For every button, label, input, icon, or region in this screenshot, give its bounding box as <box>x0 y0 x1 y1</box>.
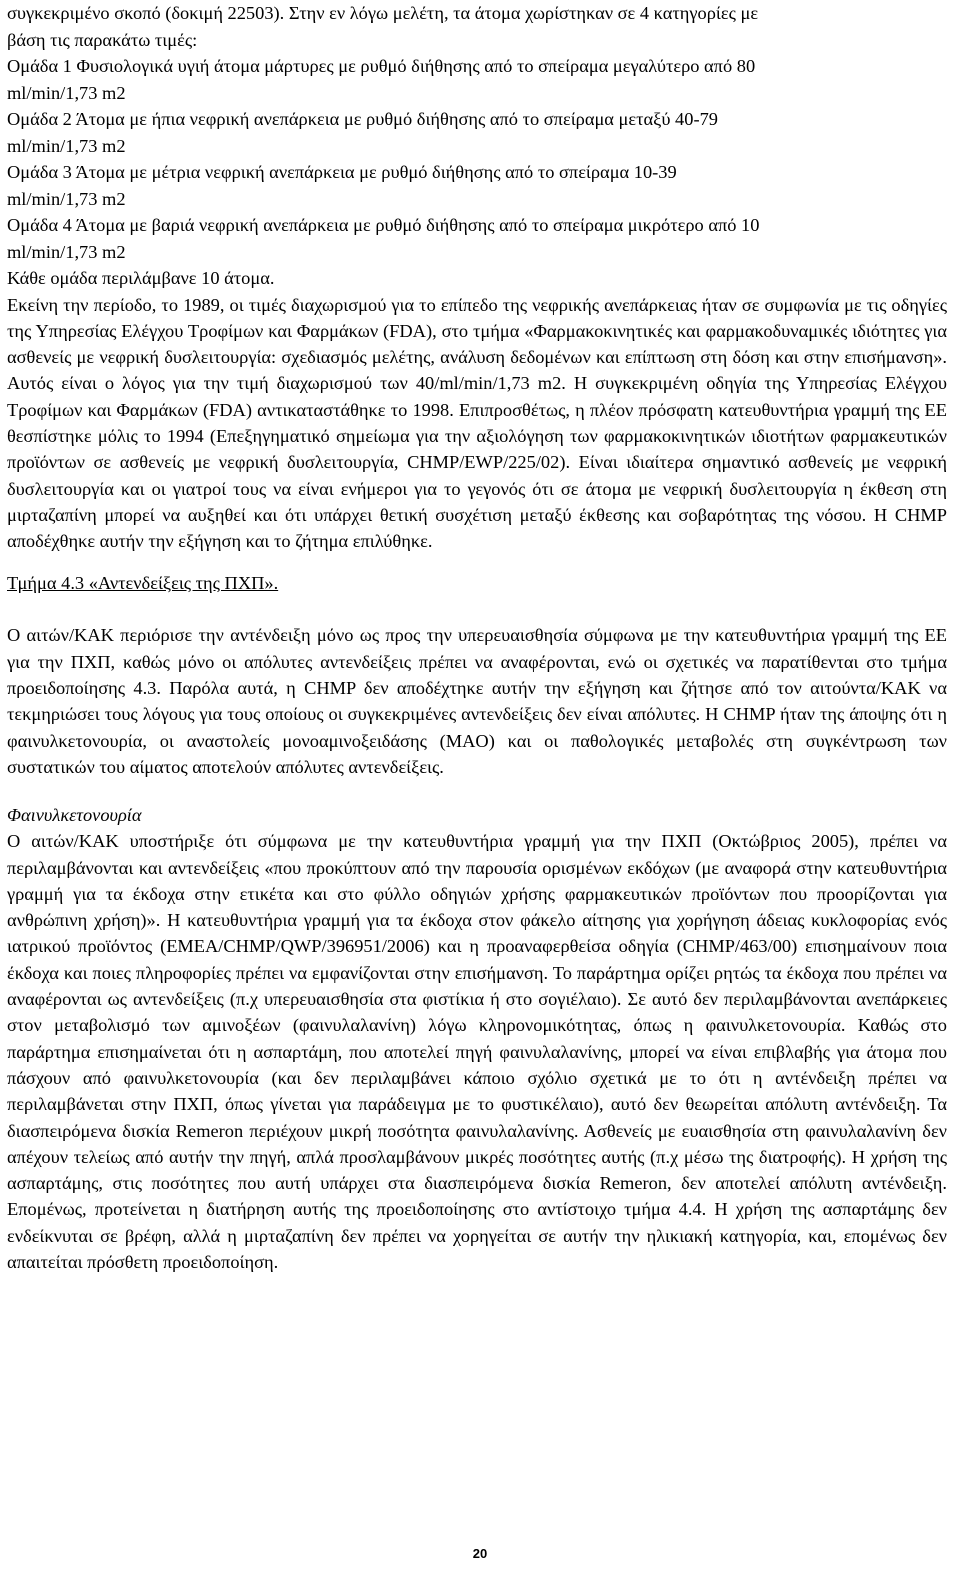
group-size-line: Κάθε ομάδα περιλάμβανε 10 άτομα. <box>7 268 275 288</box>
section-heading: Τμήμα 4.3 «Αντενδείξεις της ΠΧΠ». <box>7 573 279 594</box>
phenylketonuria-paragraph: Ο αιτών/ΚΑΚ υποστήριξε ότι σύμφωνα με την κατευθυντήρια γραμμή για την ΠΧΠ (Οκτώβριος 2005), πρέπει να περιλαμβάνονται και αντενδείξεις «που προκύπτουν από την παρουσία ορισμένων εκδόχων (με αναφορά στην κατευθυντήρια γραμμή για τα έκδοχα στην ετικέτα και στο φύλλο οδηγιών χρήσης φαρμακευτικών προϊόντων που προορίζονται για ανθρώπινη χρήση)». Η κατευθυντήρια γραμμή για τα έκδοχα στον φάκελο αίτησης για χορήγηση άδειας κυκλοφορίας ενός ιατρικού προϊόντος (EMEA/CHMP/QWP/396951/2006) και η προαναφερθείσα οδηγία (CHMP/463/00) επισημαίνουν ποια έκδοχα και ποιες πληροφορίες πρέπει να εμφανίζονται στην επισήμανση. Το παράρτημα ορίζει ρητώς τα έκδοχα που πρέπει να αναφέρονται ως αντενδείξεις (π.χ υπερευαισθησία στα φιστίκια ή στο σογιέλαιο). Σε αυτό δεν περιλαμβάνονται ανεπάρκειες στον μεταβολισμό των αμινοξέων (φαινυλαλανίνη) λόγω κληρονομικότητας, όπως η φαινυλκετονουρία. Καθώς στο παράρτημα επισημαίνεται ότι η ασπαρτάμη, που αποτελεί πηγή φαινυλαλανίνης, μπορεί να είναι επιβλαβής για άτομα που πάσχουν από φαινυλκετονουρία (και δεν περιλαμβάνει κάποιο σχόλιο σχετικά με το ότι η αντένδειξη πρέπει να περιλαμβάνεται στην ΠΧΠ, όπως γίνεται για παράδειγμα με το φυστικέλαιο), αυτό δεν θεωρείται απόλυτη αντένδειξη. Τα διασπειρόμενα δισκία Remeron περιέχουν μικρή ποσότητα φαινυλαλανίνης. Ασθενείς με ευαισθησία στη φαινυλαλανίνη δεν απέχουν τελείως από αυτήν την πηγή, απλά προσλαμβάνουν μικρές ποσότητες αυτής (π.χ μέσω της διατροφής). Η χρήση της ασπαρτάμης, στις ποσότητες που αυτή υπάρχει στα διασπειρόμενα δισκία Remeron, δεν αποτελεί απόλυτη αντένδειξη. Επομένως, προτείνεται η διατήρηση αυτής της προειδοποίησης στο αντίστοιχο τμήμα 4.4. Η χρήση της ασπαρτάμης δεν ενδείκνυται σε βρέφη, αλλά η μιρταζαπίνη δεν πρέπει να χορηγείται σε αυτήν την ηλικιακή κατηγορία, και, επομένως δεν απαιτείται πρόσθετη προειδοποίηση. <box>7 831 947 1272</box>
contraindications-paragraph: Ο αιτών/ΚΑΚ περιόρισε την αντένδειξη μόνο ως προς την υπερευαισθησία σύμφωνα με την κατευθυντήρια γραμμή της ΕΕ για την ΠΧΠ, καθώς μόνο οι απόλυτες αντενδείξεις πρέπει να αναφέρονται, ενώ οι σχετικές να παρατίθενται στο τμήμα προειδοποίησης 4.3. Παρόλα αυτά, η CHMP δεν αποδέχτηκε αυτήν την εξήγηση και ζήτησε από τον αιτούντα/ΚΑΚ να τεκμηριώσει τους λόγους για τους οποίους οι συγκεκριμένες αντενδείξεις δεν είναι απόλυτες. Η CHMP ήταν της άποψης ότι η φαινυλκετονουρία, οι αναστολείς μονοαμινοξειδάσης (MAO) και οι παθολογικές μεταβολές στη συγκέντρωση των συστατικών του αίματος αποτελούν απόλυτες αντενδείξεις. <box>7 625 947 777</box>
page-content <box>7 0 947 1275</box>
spacer <box>7 554 947 570</box>
group-2-line: Ομάδα 2 Άτομα με ήπια νεφρική ανεπάρκεια με ρυθμό διήθησης από το σπείραμα μεταξύ 40-79 <box>7 109 718 129</box>
fda-paragraph: Εκείνη την περίοδο, το 1989, οι τιμές διαχωρισμού για το επίπεδο της νεφρικής ανεπάρκειας ήταν σε συμφωνία με τις οδηγίες της Υπηρεσίας Ελέγχου Τροφίμων και Φαρμάκων (FDA), στο τμήμα «Φαρμακοκινητικές και φαρμακοδυναμικές ιδιότητες για ασθενείς με νεφρική δυσλειτουργία: σχεδιασμός μελέτης, ανάλυση δεδομένων και επίπτωση στη δόση και στην επισήμανση». Αυτός είναι ο λόγος για την τιμή διαχωρισμού των 40/ml/min/1,73 m2. Η συγκεκριμένη οδηγία της Υπηρεσίας Ελέγχου Τροφίμων και Φαρμάκων (FDA) αντικαταστάθηκε το 1998. Επιπροσθέτως, η πλέον πρόσφατη κατευθυντήρια γραμμή της ΕΕ θεσπίστηκε μόλις το 1994 (Επεξηγηματικό σημείωμα για την αξιολόγηση των φαρμακοκινητικών ιδιοτήτων φαρμακευτικών προϊόντων σε ασθενείς με νεφρική δυσλειτουργία, CHMP/EWP/225/02). Είναι ιδιαίτερα σημαντικό ασθενείς με νεφρική δυσλειτουργία και οι γιατροί τους να είναι ενήμεροι για το γεγονός ότι σε άτομα με νεφρική δυσλειτουργία η έκθεση στη μιρταζαπίνη μπορεί να αυξηθεί και ότι υπάρχει θετική συσχέτιση μεταξύ έκθεσης και σοβαρότητας της νόσου. Η CHMP αποδέχθηκε αυτήν την εξήγηση και το ζήτημα επιλύθηκε. <box>7 294 947 552</box>
spacer <box>7 596 947 622</box>
group-4-line: Ομάδα 4 Άτομα με βαριά νεφρική ανεπάρκεια με ρυθμό διήθησης από το σπείραμα μικρότερο από 10 <box>7 215 760 235</box>
spacer <box>7 780 947 802</box>
group-1-line: Ομάδα 1 Φυσιολογικά υγιή άτομα μάρτυρες με ρυθμό διήθησης από το σπείραμα μεγαλύτερο από 80 <box>7 56 756 76</box>
group-3-unit: ml/min/1,73 m2 <box>7 188 126 209</box>
study-groups-block <box>7 0 947 292</box>
intro-line: βάση τις παρακάτω τιμές: <box>7 29 198 50</box>
page-number: 20 <box>472 1546 488 1561</box>
group-3-line: Ομάδα 3 Άτομα με μέτρια νεφρική ανεπάρκεια με ρυθμό διήθησης από το σπείραμα 10-39 <box>7 162 677 182</box>
subsection-heading: Φαινυλκετονουρία <box>7 805 142 826</box>
intro-line: συγκεκριμένο σκοπό (δοκιμή 22503). Στην εν λόγω μελέτη, τα άτομα χωρίστηκαν σε 4 κατηγορίες με <box>7 3 759 23</box>
group-4-unit: ml/min/1,73 m2 <box>7 241 126 262</box>
group-1-unit: ml/min/1,73 m2 <box>7 82 126 103</box>
group-2-unit: ml/min/1,73 m2 <box>7 135 126 156</box>
